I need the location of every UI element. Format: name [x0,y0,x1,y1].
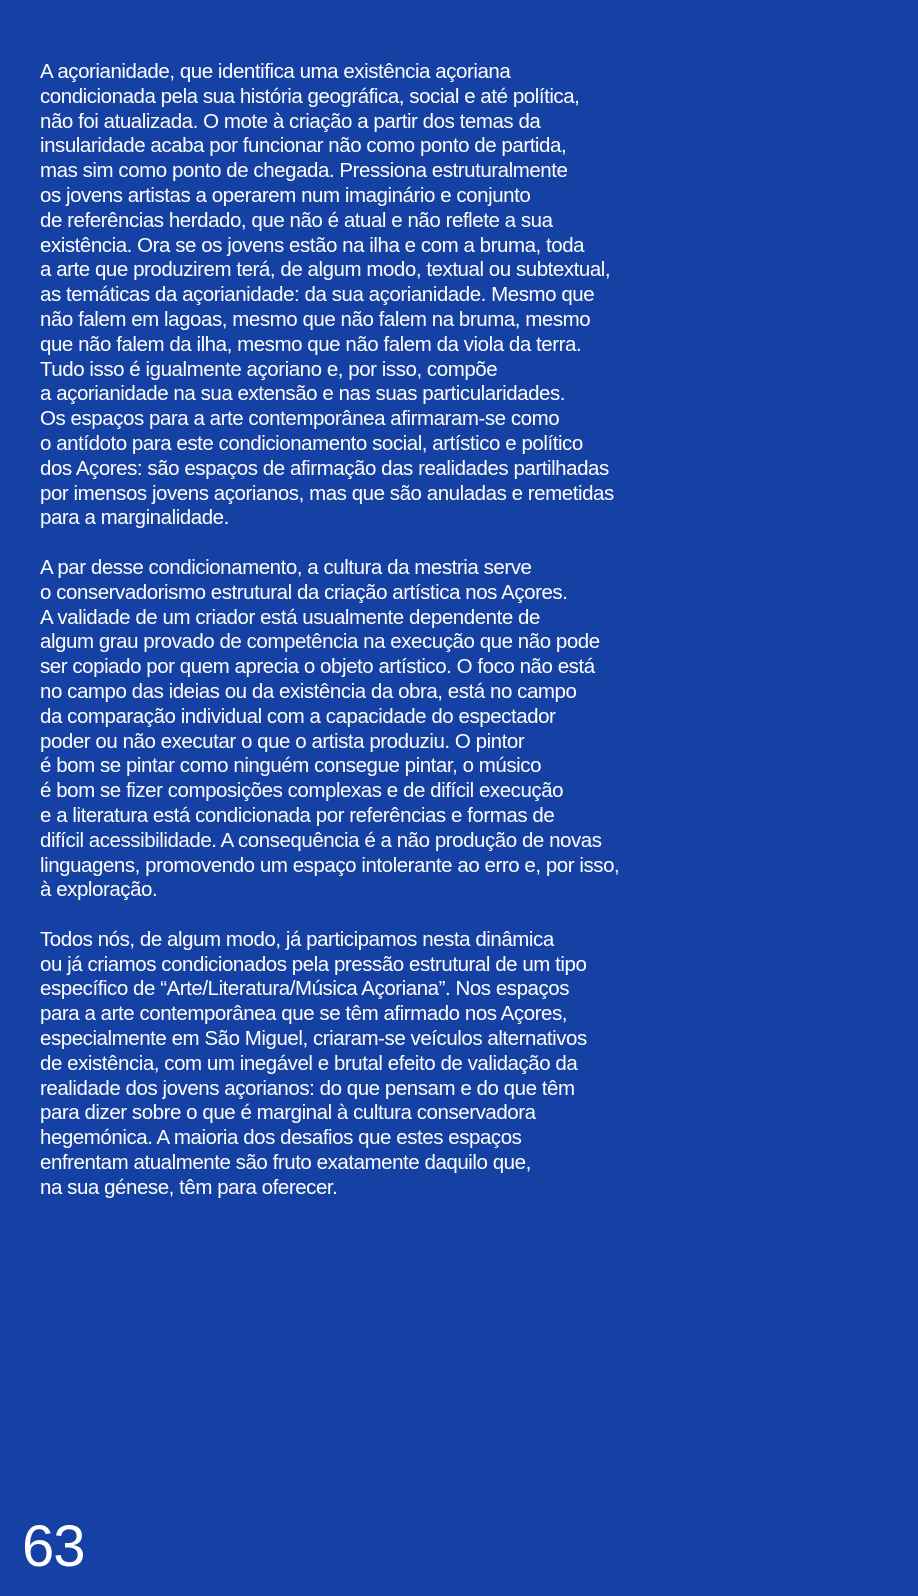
text-line: no campo das ideias ou da existência da obra, está no campo [40,679,577,703]
text-line: condicionada pela sua história geográfica, social e até política, [40,84,580,108]
text-line: ou já criamos condicionados pela pressão estrutural de um tipo [40,952,587,976]
paragraph-2 [40,556,900,903]
text-line: o conservadorismo estrutural da criação artística nos Açores. [40,580,568,604]
text-line: a açorianidade na sua extensão e nas suas particularidades. [40,382,566,406]
text-line: os jovens artistas a operarem num imaginário e conjunto [40,183,531,207]
text-line: A par desse condicionamento, a cultura da mestria serve [40,555,532,579]
text-line: para dizer sobre o que é marginal à cultura conservadora [40,1101,536,1125]
text-line: poder ou não executar o que o artista produziu. O pintor [40,729,525,753]
text-line: linguagens, promovendo um espaço intolerante ao erro e, por isso, [40,853,620,877]
text-line: de referências herdado, que não é atual e não reflete a sua [40,208,553,232]
text-line: Todos nós, de algum modo, já participamos nesta dinâmica [40,927,554,951]
text-line: que não falem da ilha, mesmo que não falem da viola da terra. [40,332,582,356]
text-line: o antídoto para este condicionamento social, artístico e político [40,431,583,455]
text-line: Os espaços para a arte contemporânea afirmaram-se como [40,407,560,431]
text-line: ser copiado por quem aprecia o objeto artístico. O foco não está [40,655,595,679]
text-line: insularidade acaba por funcionar não como ponto de partida, [40,134,567,158]
text-line: a arte que produzirem terá, de algum modo, textual ou subtextual, [40,258,611,282]
text-line: existência. Ora se os jovens estão na ilha e com a bruma, toda [40,233,585,257]
text-line: é bom se pintar como ninguém consegue pintar, o músico [40,754,542,778]
text-line: e a literatura está condicionada por referências e formas de [40,803,555,827]
text-line: enfrentam atualmente são fruto exatamente daquilo que, [40,1151,531,1175]
text-line: é bom se fizer composições complexas e de difícil execução [40,779,564,803]
body-text [40,60,900,1225]
paragraph-3 [40,928,900,1201]
text-line: por imensos jovens açorianos, mas que são anuladas e remetidas [40,481,614,505]
text-line: da comparação individual com a capacidade do espectador [40,704,556,728]
text-line: algum grau provado de competência na execução que não pode [40,630,600,654]
text-line: para a arte contemporânea que se têm afirmado nos Açores, [40,1002,568,1026]
text-line: de existência, com um inegável e brutal efeito de validação da [40,1051,578,1075]
text-line: à exploração. [40,878,158,902]
text-line: realidade dos jovens açorianos: do que pensam e do que têm [40,1076,575,1100]
text-line: na sua génese, têm para oferecer. [40,1175,338,1199]
text-line: para a marginalidade. [40,506,229,530]
text-line: especialmente em São Miguel, criaram-se veículos alternativos [40,1027,587,1051]
text-line: Tudo isso é igualmente açoriano e, por isso, compõe [40,357,498,381]
text-line: A açorianidade, que identifica uma existência açoriana [40,60,511,83]
text-line: difícil acessibilidade. A consequência é a não produção de novas [40,828,602,852]
page-number: 63 [22,1514,85,1579]
text-line: específico de “Arte/Literatura/Música Açoriana”. Nos espaços [40,977,570,1001]
text-line: dos Açores: são espaços de afirmação das realidades partilhadas [40,456,609,480]
text-line: A validade de um criador está usualmente dependente de [40,605,540,629]
text-line: as temáticas da açorianidade: da sua açorianidade. Mesmo que [40,283,595,307]
paragraph-1 [40,60,900,531]
text-line: hegemónica. A maioria dos desafios que estes espaços [40,1126,522,1150]
text-line: mas sim como ponto de chegada. Pressiona estruturalmente [40,159,568,183]
text-line: não foi atualizada. O mote à criação a partir dos temas da [40,109,541,133]
text-line: não falem em lagoas, mesmo que não falem na bruma, mesmo [40,307,591,331]
